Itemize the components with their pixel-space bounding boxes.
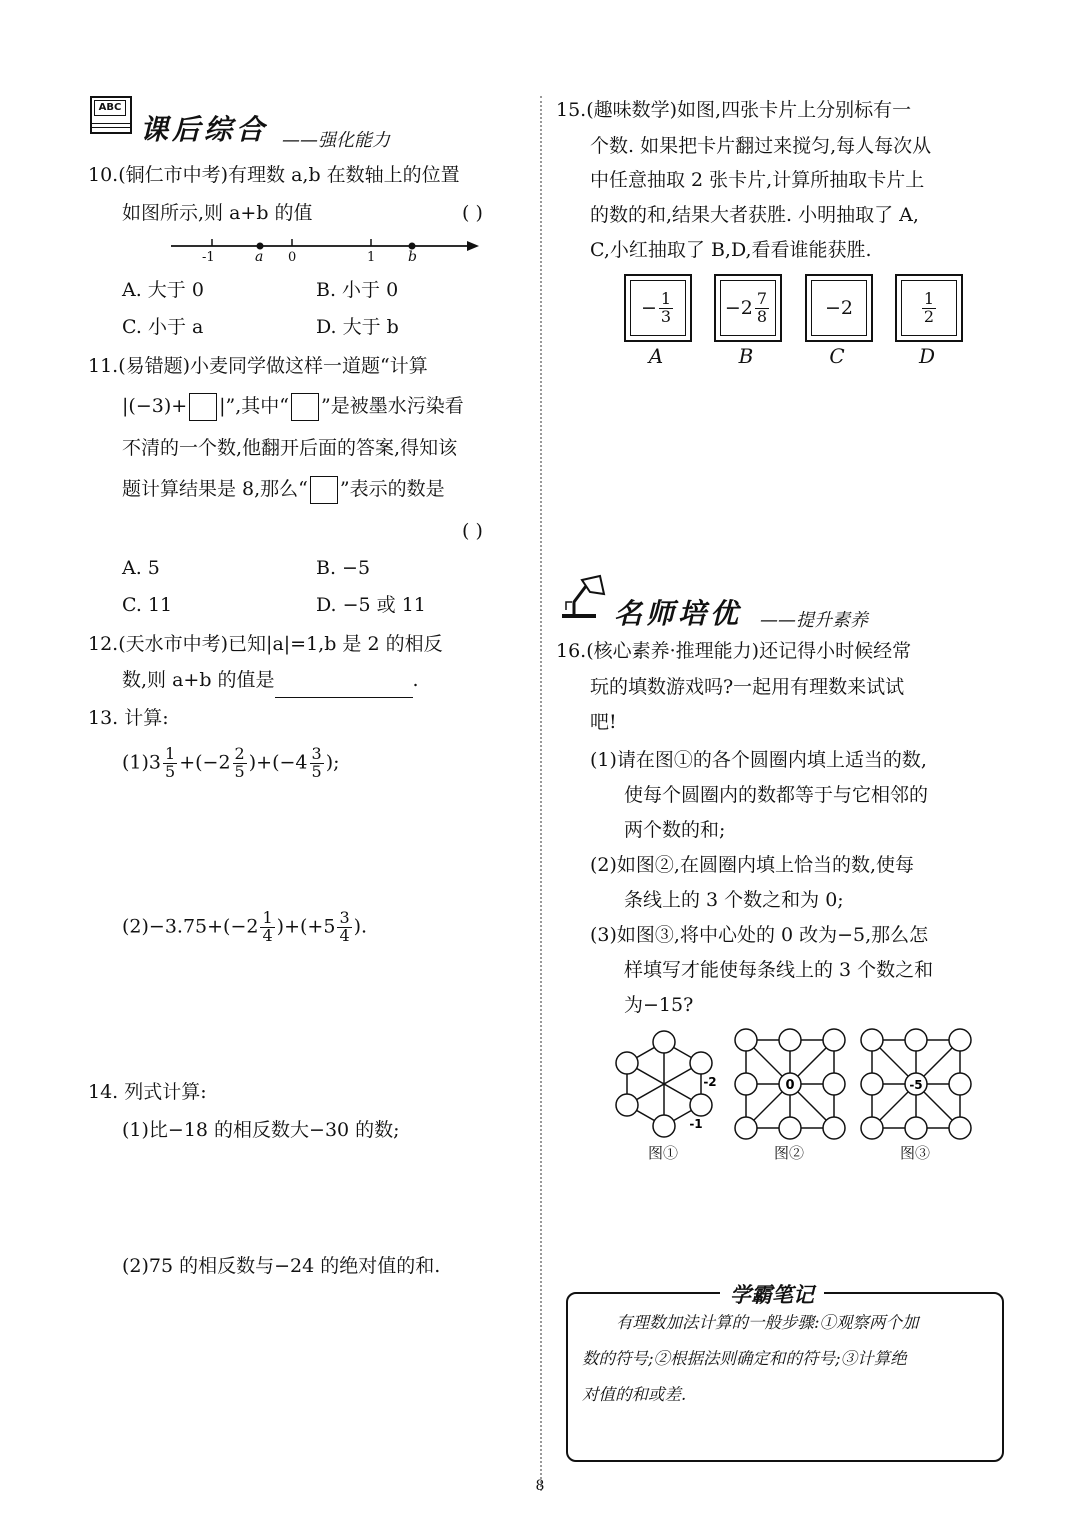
q15-line5: C,小红抽取了 B,D,看看谁能获胜.	[590, 239, 872, 261]
q11-line2	[122, 388, 464, 424]
section-subtitle-strengthen: ——强化能力	[282, 130, 390, 151]
q13-p1-mid1: +(−2	[179, 751, 231, 774]
figure-1-hexagon	[606, 1026, 722, 1142]
q15-line4: 的数的和,结果大者获胜. 小明抽取了 A,	[590, 204, 919, 226]
column-divider	[540, 96, 542, 1491]
q16-line11: 为−15?	[624, 994, 694, 1016]
answer-blank[interactable]	[275, 673, 413, 698]
q11-option-d: D. −5 或 11	[316, 594, 426, 616]
q11-line2-part3: ”是被墨水污染看	[321, 395, 464, 417]
ink-blot-box	[189, 393, 217, 421]
axis-label-minus1: -1	[202, 250, 215, 265]
q16-line8: 条线上的 3 个数之和为 0;	[624, 889, 844, 911]
fig3-caption: 图③	[900, 1144, 931, 1162]
q11-answer-paren: ( )	[462, 520, 483, 542]
card-label-a: A	[648, 344, 664, 368]
frac-num: 1	[262, 908, 273, 927]
card-a-sign: −	[640, 297, 657, 319]
frac-den: 8	[756, 306, 768, 326]
figure-3-grid	[858, 1026, 974, 1142]
q12-line2-end: .	[412, 669, 419, 691]
section-title-excellence: 名师培优	[614, 597, 743, 630]
frac-den: 5	[311, 761, 322, 781]
fig3-center-value: -5	[909, 1078, 923, 1092]
q11-line2-part2: |”,其中“	[219, 395, 290, 417]
frac-num: 1	[660, 288, 672, 308]
fraction	[260, 910, 274, 945]
q16-line5: 使每个圆圈内的数都等于与它相邻的	[624, 784, 929, 806]
note-line2: 数的符号;②根据法则确定和的符号;③计算绝	[582, 1349, 907, 1368]
q11-option-b: B. −5	[316, 557, 371, 579]
study-note-title: 学霸笔记	[720, 1279, 824, 1309]
q15-line3: 中任意抽取 2 张卡片,计算所抽取卡片上	[590, 169, 925, 191]
q13-title: 13. 计算:	[88, 707, 169, 729]
fraction	[163, 746, 177, 781]
q11-line4	[122, 471, 445, 507]
card-b-sign: −2	[724, 297, 753, 319]
q11-option-a: A. 5	[122, 557, 160, 579]
q12-line2	[122, 662, 419, 698]
frac-num: 1	[923, 288, 935, 308]
fig1-value-minus2: -2	[703, 1075, 717, 1089]
q13-part2	[122, 910, 367, 945]
note-line1: 有理数加法计算的一般步骤:①观察两个加	[616, 1313, 919, 1332]
q14-part1: (1)比−18 的相反数大−30 的数;	[122, 1119, 400, 1141]
frac-num: 7	[756, 288, 768, 308]
card-c-inner	[811, 280, 867, 336]
card-label-c: C	[829, 344, 845, 368]
fraction	[310, 746, 324, 781]
section-title-after-class: 课后综合	[140, 113, 269, 146]
desk-lamp-icon	[556, 572, 610, 622]
frac-den: 3	[660, 306, 672, 326]
q11-line4-part1: 题计算结果是 8,那么“	[122, 478, 308, 500]
axis-label-b: b	[408, 249, 417, 265]
q11-option-c: C. 11	[122, 594, 173, 616]
q16-line6: 两个数的和;	[624, 819, 726, 841]
fraction	[337, 910, 351, 945]
abc-book-icon	[90, 96, 132, 134]
card-a	[624, 274, 692, 342]
q16-line4: (1)请在图①的各个圆圈内填上适当的数,	[590, 749, 927, 771]
q14-title: 14. 列式计算:	[88, 1081, 207, 1103]
q12-line2-text: 数,则 a+b 的值是	[122, 669, 275, 691]
q10-option-d: D. 大于 b	[316, 316, 399, 338]
q16-line10: 样填写才能使每条线上的 3 个数之和	[624, 959, 934, 981]
q16-line7: (2)如图②,在圆圈内填上恰当的数,使每	[590, 854, 914, 876]
card-b	[714, 274, 782, 342]
q10-answer-paren: ( )	[462, 202, 483, 224]
figure-2-grid	[732, 1026, 848, 1142]
frac-den: 4	[262, 925, 273, 945]
q11-line3: 不清的一个数,他翻开后面的答案,得知该	[122, 437, 458, 459]
q11-line4-part2: ”表示的数是	[339, 478, 445, 500]
q14-part2: (2)75 的相反数与−24 的绝对值的和.	[122, 1255, 441, 1277]
note-line3: 对值的和或差.	[582, 1385, 687, 1404]
fig1-caption: 图①	[648, 1144, 679, 1162]
fraction	[922, 288, 936, 326]
fraction	[233, 746, 247, 781]
card-c-value: −2	[824, 297, 853, 319]
fraction	[659, 288, 673, 326]
q10-line2: 如图所示,则 a+b 的值	[122, 202, 313, 224]
frac-num: 3	[339, 908, 350, 927]
card-label-b: B	[738, 344, 754, 368]
card-a-inner	[630, 280, 686, 336]
frac-num: 3	[311, 744, 322, 763]
fig1-value-minus1: -1	[689, 1117, 703, 1131]
q11-line1: 11.(易错题)小麦同学做这样一道题“计算	[88, 355, 428, 377]
q10-option-a: A. 大于 0	[122, 279, 204, 301]
abc-label: ABC	[94, 100, 126, 116]
q15-line2: 个数. 如果把卡片翻过来搅匀,每人每次从	[590, 135, 932, 157]
fig2-caption: 图②	[774, 1144, 805, 1162]
q16-line3: 吧!	[590, 711, 617, 733]
card-b-inner	[720, 280, 776, 336]
card-label-d: D	[918, 344, 936, 368]
q13-p1-label: (1)3	[122, 751, 162, 774]
q12-line1: 12.(天水市中考)已知|a|=1,b 是 2 的相反	[88, 633, 443, 655]
q16-line9: (3)如图③,将中心处的 0 改为−5,那么怎	[590, 924, 929, 946]
q13-p2-label: (2)−3.75+(−2	[122, 915, 259, 938]
axis-label-0: 0	[288, 250, 297, 265]
q11-line2-part1: |(−3)+	[122, 395, 188, 417]
q15-line1: 15.(趣味数学)如图,四张卡片上分别标有一	[556, 99, 912, 121]
q16-line1: 16.(核心素养·推理能力)还记得小时候经常	[556, 640, 912, 662]
ink-blot-box	[310, 476, 338, 504]
page-number: 8	[535, 1478, 545, 1494]
frac-den: 4	[339, 925, 350, 945]
q13-p1-end: );	[325, 751, 340, 774]
q10-option-c: C. 小于 a	[122, 316, 204, 338]
frac-den: 5	[165, 761, 176, 781]
fig2-center-value: 0	[785, 1078, 795, 1093]
frac-num: 1	[165, 744, 176, 763]
q13-p1-mid2: )+(−4	[248, 751, 308, 774]
q10-line1: 10.(铜仁市中考)有理数 a,b 在数轴上的位置	[88, 164, 460, 186]
q13-p2-end: ).	[353, 915, 368, 938]
q16-line2: 玩的填数游戏吗?一起用有理数来试试	[590, 676, 905, 698]
section-subtitle-literacy: ——提升素养	[760, 610, 868, 631]
q13-part1	[122, 746, 340, 781]
q13-p2-mid1: )+(+5	[276, 915, 336, 938]
axis-label-1: 1	[367, 250, 376, 265]
frac-num: 2	[234, 744, 245, 763]
frac-den: 2	[923, 306, 935, 326]
card-d	[895, 274, 963, 342]
card-c	[805, 274, 873, 342]
q10-option-b: B. 小于 0	[316, 279, 399, 301]
axis-label-a: a	[255, 249, 264, 265]
frac-den: 5	[234, 761, 245, 781]
card-d-inner	[901, 280, 957, 336]
ink-blot-box	[291, 393, 319, 421]
fraction	[755, 288, 769, 326]
